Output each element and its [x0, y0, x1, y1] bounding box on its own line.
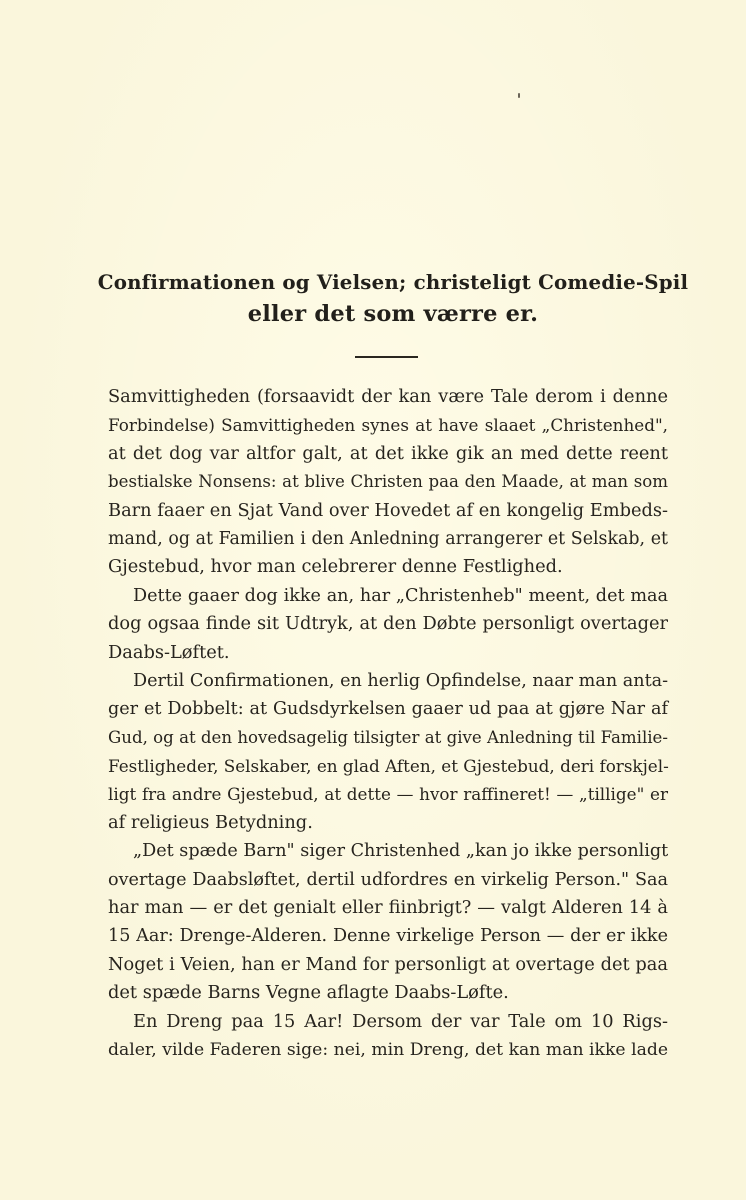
- text-line: ligt fra andre Gjestebud, at dette — hvor raffineret! — „tillige" er: [108, 784, 668, 805]
- text-line: Noget i Veien, han er Mand for personligt at overtage det paa: [108, 953, 668, 975]
- text-line: Dertil Confirmationen, en herlig Opfindelse, naar man anta-: [133, 670, 669, 691]
- text-line: Gjestebud, hvor man celebrerer denne Festlighed.: [108, 556, 563, 578]
- text-line: mand, og at Familien i den Anledning arrangerer et Selskab, et: [108, 528, 668, 549]
- text-line: dog ogsaa finde sit Udtryk, at den Døbte personligt overtager: [108, 613, 668, 635]
- text-line: af religieus Betydning.: [108, 811, 313, 833]
- text-line: Dette gaaer dog ikke an, har „Christenheb" meent, det maa: [133, 585, 668, 606]
- text-line: Gud, og at den hovedsagelig tilsigter at give Anledning til Familie-: [108, 727, 668, 747]
- body-text: [108, 383, 668, 1064]
- text-line: overtage Daabsløftet, dertil udfordres en virkelig Person." Saa: [108, 869, 668, 890]
- chapter-title: [95, 266, 691, 330]
- text-line: Forbindelse) Samvittigheden synes at have slaaet „Christenhed",: [108, 415, 668, 436]
- text-line: daler, vilde Faderen sige: nei, min Dreng, det kan man ikke lade: [108, 1039, 668, 1060]
- text-line: ger et Dobbelt: at Gudsdyrkelsen gaaer ud paa at gjøre Nar af: [108, 699, 668, 720]
- text-line: Festligheder, Selskaber, en glad Aften, et Gjestebud, deri forskjel-: [108, 756, 669, 777]
- title-divider: [355, 356, 418, 358]
- text-line: 15 Aar: Drenge-Alderen. Denne virkelige Person — der er ikke: [108, 926, 668, 947]
- text-line: Daabs-Løftet.: [108, 641, 230, 663]
- text-line: har man — er det genialt eller fiinbrigt? — valgt Alderen 14 à: [108, 897, 668, 919]
- text-line: bestialske Nonsens: at blive Christen paa den Maade, at man som: [108, 472, 668, 492]
- text-line: „Det spæde Barn" siger Christenhed „kan jo ikke personligt: [133, 841, 669, 862]
- text-line: Barn faaer en Sjat Vand over Hovedet af en kongelig Embeds-: [108, 499, 668, 521]
- page-speck: [518, 93, 520, 98]
- text-line: det spæde Barns Vegne aflagte Daabs-Løfte.: [108, 982, 509, 1004]
- text-line: En Dreng paa 15 Aar! Dersom der var Tale om 10 Rigs-: [133, 1010, 668, 1032]
- title-line-1: Confirmationen og Vielsen; christeligt Comedie-Spil: [97, 270, 689, 294]
- text-line: at det dog var altfor galt, at det ikke gik an med dette reent: [108, 442, 668, 464]
- title-line-2: eller det som værre er.: [247, 301, 539, 327]
- text-line: Samvittigheden (forsaavidt der kan være Tale derom i denne: [108, 386, 668, 407]
